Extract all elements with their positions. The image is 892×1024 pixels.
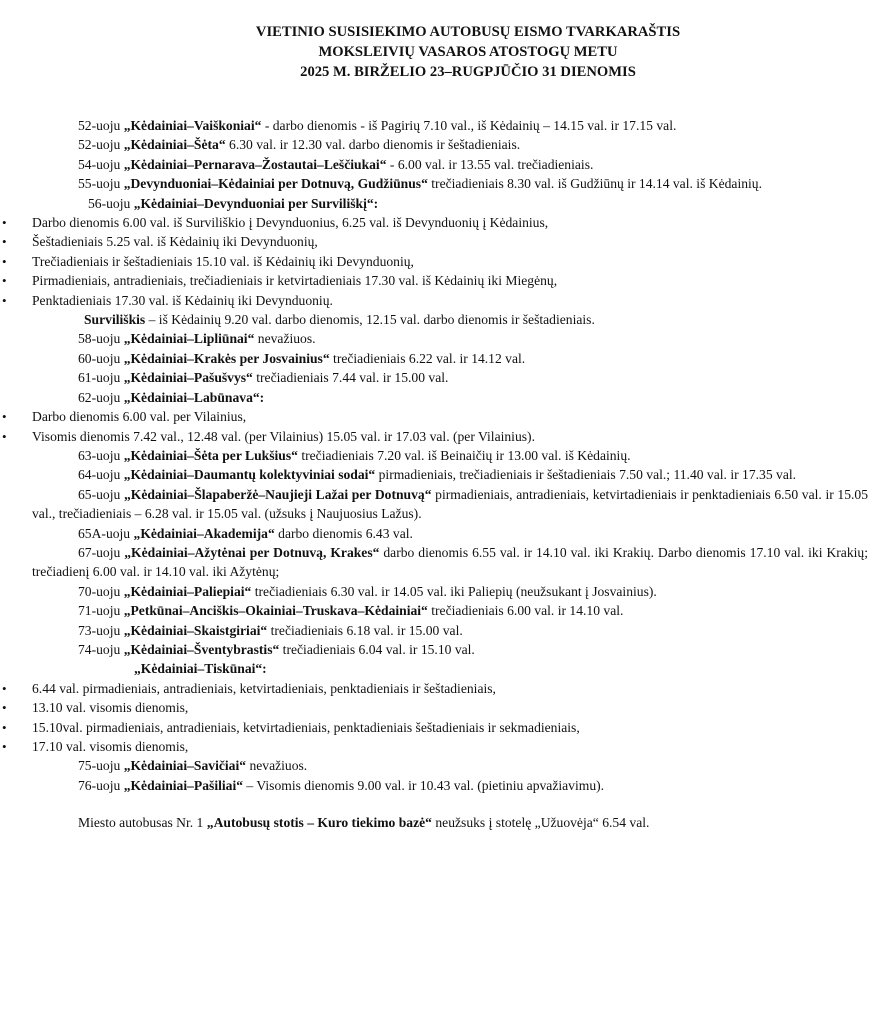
route-schedule: 6.30 val. ir 12.30 val. darbo dienomis ir šeštadieniais. <box>225 137 521 153</box>
route-name: „Kėdainiai–Tiskūnai“: <box>134 661 267 677</box>
route-schedule: - 6.00 val. ir 13.55 val. trečiadieniais. <box>386 156 594 172</box>
route-schedule: trečiadieniais 8.30 val. iš Gudžiūnų ir 14.14 val. iš Kėdainių. <box>427 176 762 192</box>
route-58 <box>32 329 868 348</box>
route-schedule: darbo dienomis 6.43 val. <box>274 525 413 541</box>
route-number: 65-uoju <box>78 486 124 502</box>
route-name: „Kėdainiai–Šlapaberžė–Naujieji Lažai per Dotnuvą“ <box>123 486 432 502</box>
route-schedule: trečiadieniais 6.00 val. ir 14.10 val. <box>427 603 624 619</box>
route-number: 52-uoju <box>78 137 124 153</box>
route-schedule: – Visomis dienomis 9.00 val. ir 10.43 val. (pietiniu apvažiavimu). <box>243 777 605 793</box>
route-65a <box>32 524 868 543</box>
route-tiskunai <box>32 659 868 678</box>
route-name: „Kėdainiai–Devynduoniai per Surviliškį“: <box>133 195 379 211</box>
route-schedule: pirmadieniais, antradieniais, ketvirtadieniais ir penktadieniais 6.50 val. ir 15.05 val., trečiadieniais – 6.28 val. ir 15.05 val. (užsuks į Naujuosius Lažus). <box>32 486 869 522</box>
route-schedule: darbo dienomis 6.55 val. ir 14.10 val. iki Krakių. Darbo dienomis 17.10 val. iki Krakių; trečiadienį 6.00 val. ir 14.10 val. iki Ažytėnų; <box>32 544 868 580</box>
route-75 <box>32 756 868 775</box>
route-61 <box>32 368 868 387</box>
document-title <box>32 0 868 82</box>
list-item: • 17.10 val. visomis dienomis, <box>32 737 868 756</box>
route-name: „Petkūnai–Anciškis–Okainiai–Truskava–Kėdainiai“ <box>123 603 428 619</box>
route-52-vaiskoniai <box>32 116 868 135</box>
list-item: • Pirmadieniais, antradieniais, trečiadieniais ir ketvirtadieniais 17.30 val. iš Kėdainių iki Miegėnų, <box>32 271 868 290</box>
route-number: 73-uoju <box>78 622 124 638</box>
route-74 <box>32 640 868 659</box>
list-item: • 6.44 val. pirmadieniais, antradieniais, ketvirtadieniais, penktadieniais ir šeštadieniais, <box>32 679 868 698</box>
city-bus-note <box>32 813 868 832</box>
route-schedule: nevažiuos. <box>246 758 308 774</box>
route-schedule: neužsuks į stotelę „Užuovėja“ 6.54 val. <box>431 815 650 831</box>
route-55 <box>32 174 868 193</box>
route-name: „Kėdainiai–Ažytėnai per Dotnuvą, Krakes“ <box>124 544 380 560</box>
route-number: 62-uoju <box>78 389 124 405</box>
route-schedule: - darbo dienomis - iš Pagirių 7.10 val., iš Kėdainių – 14.15 val. ir 17.15 val. <box>261 118 677 133</box>
route-number: 74-uoju <box>78 641 124 657</box>
route-56-list <box>32 213 868 310</box>
route-70 <box>32 582 868 601</box>
route-name: „Kėdainiai–Paliepiai“ <box>123 583 252 599</box>
route-number: 71-uoju <box>78 603 124 619</box>
list-item: • Šeštadieniais 5.25 val. iš Kėdainių iki Devynduonių, <box>32 232 868 251</box>
route-number: 65A-uoju <box>78 525 134 541</box>
route-60 <box>32 349 868 368</box>
list-item: • Penktadieniais 17.30 val. iš Kėdainių iki Devynduonių. <box>32 291 868 310</box>
route-number: 60-uoju <box>78 350 124 366</box>
route-67 <box>32 543 868 582</box>
route-schedule: pirmadieniais, trečiadieniais ir šeštadieniais 7.50 val.; 11.40 val. ir 17.35 val. <box>375 467 797 483</box>
route-name: „Kėdainiai–Akademija“ <box>133 525 275 541</box>
route-number: 70-uoju <box>78 583 124 599</box>
route-65 <box>32 485 868 524</box>
route-number: 56-uoju <box>88 195 134 211</box>
list-item: • 13.10 val. visomis dienomis, <box>32 698 868 717</box>
route-number: 75-uoju <box>78 758 124 774</box>
route-name: „Kėdainiai–Skaistgiriai“ <box>123 622 268 638</box>
route-schedule: nevažiuos. <box>254 331 316 347</box>
route-schedule: trečiadieniais 6.30 val. ir 14.05 val. iki Paliepių (neužsukant į Josvainius). <box>251 583 657 599</box>
route-name: „Kėdainiai–Šėta“ <box>123 137 226 153</box>
route-name: „Kėdainiai–Pernarava–Žostautai–Leščiukai“ <box>123 156 387 172</box>
route-schedule: trečiadieniais 6.22 val. ir 14.12 val. <box>329 350 526 366</box>
route-name: „Kėdainiai–Daumantų kolektyviniai sodai“ <box>123 467 376 483</box>
list-item: • Visomis dienomis 7.42 val., 12.48 val. (per Vilainius) 15.05 val. ir 17.03 val. (per Vilainius). <box>32 427 868 446</box>
route-name: „Kėdainiai–Savičiai“ <box>123 758 247 774</box>
route-64 <box>32 465 868 484</box>
route-number: 76-uoju <box>78 777 124 793</box>
route-number: 63-uoju <box>78 447 124 463</box>
list-item: • Darbo dienomis 6.00 val. iš Surviliškio į Devynduonius, 6.25 val. iš Devynduonių į Kėdainius, <box>32 213 868 232</box>
list-item: • 15.10val. pirmadieniais, antradieniais, ketvirtadieniais, penktadieniais šeštadieniais ir sekmadieniais, <box>32 718 868 737</box>
route-number: 61-uoju <box>78 370 124 386</box>
route-schedule: trečiadieniais 6.18 val. ir 15.00 val. <box>267 622 463 638</box>
route-number: 52-uoju <box>78 118 124 133</box>
route-name: „Kėdainiai–Pašiliai“ <box>123 777 244 793</box>
route-63 <box>32 446 868 465</box>
surviliskis-entry <box>32 310 868 329</box>
route-name: „Kėdainiai–Labūnava“: <box>123 389 265 405</box>
route-name: „Kėdainiai–Vaiškoniai“ <box>123 118 262 133</box>
route-56 <box>32 194 868 213</box>
title-line-1: VIETINIO SUSISIEKIMO AUTOBUSŲ EISMO TVARKARAŠTIS <box>255 24 681 40</box>
route-73 <box>32 621 868 640</box>
route-name: Surviliškis <box>84 312 146 328</box>
route-number: 54-uoju <box>78 156 124 172</box>
route-54 <box>32 155 868 174</box>
route-name: „Kėdainiai–Šventybrastis“ <box>123 641 280 657</box>
title-line-3: 2025 M. BIRŽELIO 23–RUGPJŪČIO 31 DIENOMIS <box>300 64 636 80</box>
title-line-2: MOKSLEIVIŲ VASAROS ATOSTOGŲ METU <box>318 44 618 60</box>
route-schedule: trečiadieniais 7.44 val. ir 15.00 val. <box>252 370 449 386</box>
route-schedule: trečiadieniais 7.20 val. iš Beinaičių ir 13.00 val. iš Kėdainių. <box>297 447 631 463</box>
route-62-list <box>32 407 868 446</box>
route-52-seta <box>32 135 868 154</box>
list-item: • Trečiadieniais ir šeštadieniais 15.10 val. iš Kėdainių iki Devynduonių, <box>32 252 868 271</box>
route-number: 67-uoju <box>78 544 125 560</box>
route-name: „Kėdainiai–Šėta per Lukšius“ <box>123 447 298 463</box>
route-tiskunai-list <box>32 679 868 757</box>
route-name: „Kėdainiai–Lipliūnai“ <box>123 331 255 347</box>
bus-number: Miesto autobusas Nr. 1 <box>78 815 207 831</box>
route-76 <box>32 776 868 795</box>
route-schedule: trečiadieniais 6.04 val. ir 15.10 val. <box>279 641 475 657</box>
route-number: 64-uoju <box>78 467 124 483</box>
route-name: „Kėdainiai–Pašušvys“ <box>123 370 253 386</box>
list-item: • Darbo dienomis 6.00 val. per Vilainius, <box>32 407 868 426</box>
route-62 <box>32 388 868 407</box>
route-71 <box>32 601 868 620</box>
route-number: 58-uoju <box>78 331 124 347</box>
route-name: „Kėdainiai–Krakės per Josvainius“ <box>123 350 330 366</box>
route-name: „Devynduoniai–Kėdainiai per Dotnuvą, Gudžiūnus“ <box>123 176 428 192</box>
route-number: 55-uoju <box>78 176 124 192</box>
route-name: „Autobusų stotis – Kuro tiekimo bazė“ <box>206 815 432 831</box>
route-schedule: – iš Kėdainių 9.20 val. darbo dienomis, 12.15 val. darbo dienomis ir šeštadieniais. <box>145 312 595 328</box>
